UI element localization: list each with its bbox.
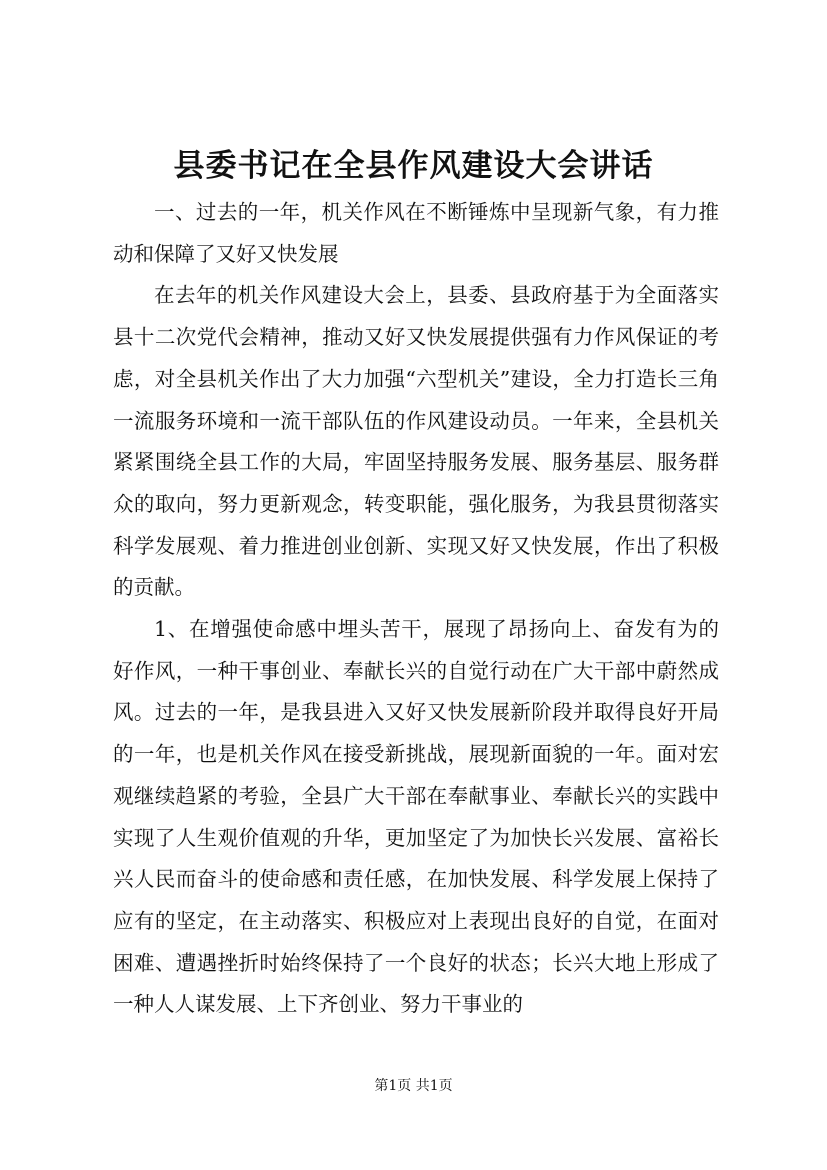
paragraph-review: 在去年的机关作风建设大会上，县委、县政府基于为全面落实县十二次党代会精神，推动又好又快发展提供强有力作风保证的考虑，对全县机关作出了大力加强“六型机关”建设，全力打造长三角一流服务环境和一流干部队伍的作风建设动员。一年来，全县机关紧紧围绕全县工作的大局，牢固坚持服务发展、服务基层、服务群众的取向，努力更新观念，转变职能，强化服务，为我县贯彻落实科学发展观、着力推进创业创新、实现又好又快发展，作出了积极的贡献。 <box>113 283 719 600</box>
document-title: 县委书记在全县作风建设大会讲话 <box>173 148 654 184</box>
document-body <box>113 192 719 1026</box>
paragraph-point-1: 1、在增强使命感中埋头苦干，展现了昂扬向上、奋发有为的好作风，一种干事创业、奉献长兴的自觉行动在广大干部中蔚然成风。过去的一年，是我县进入又好又快发展新阶段并取得良好开局的一年，也是机关作风在接受新挑战，展现新面貌的一年。面对宏观继续趋紧的考验，全县广大干部在奉献事业、奉献长兴的实践中实现了人生观价值观的升华，更加坚定了为加快长兴发展、富裕长兴人民而奋斗的使命感和责任感，在加快发展、科学发展上保持了应有的坚定，在主动落实、积极应对上表现出良好的自觉，在面对困难、遭遇挫折时始终保持了一个良好的状态；长兴大地上形成了一种人人谋发展、上下齐创业、努力干事业的 <box>113 617 719 1017</box>
page-number-footer: 第1页 共1页 <box>374 1078 453 1094</box>
paragraph-section-heading: 一、过去的一年，机关作风在不断锤炼中呈现新气象，有力推动和保障了又好又快发展 <box>113 200 719 266</box>
